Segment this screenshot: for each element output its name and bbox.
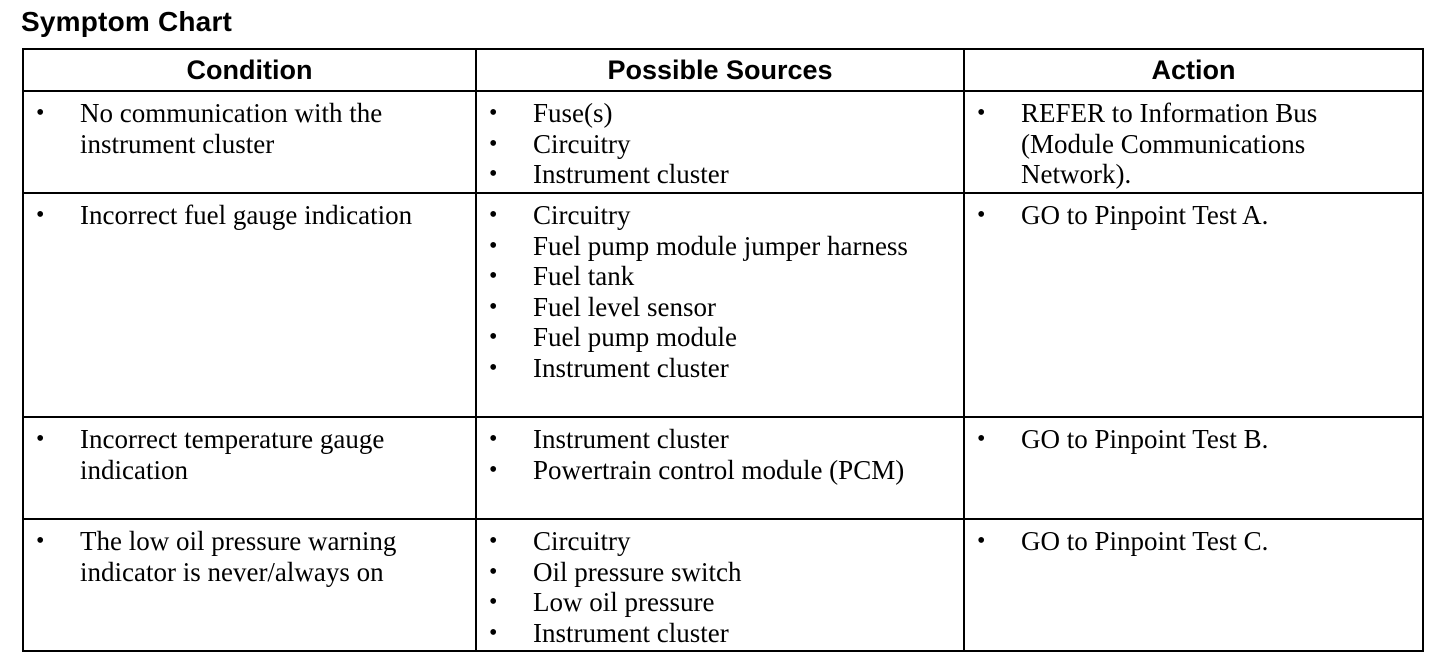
list-item bbox=[477, 618, 963, 649]
bullet-icon: • bbox=[489, 324, 498, 350]
bullet-icon: • bbox=[36, 202, 45, 228]
list-item bbox=[477, 129, 963, 160]
list-item bbox=[965, 526, 1422, 557]
list-item bbox=[477, 587, 963, 618]
condition-header: Condition bbox=[23, 49, 476, 91]
bullet-icon: • bbox=[489, 202, 498, 228]
list-item bbox=[477, 200, 963, 231]
list-item bbox=[24, 424, 475, 485]
action-header: Action bbox=[964, 49, 1423, 91]
list-item bbox=[477, 231, 963, 262]
sources-cell bbox=[476, 519, 964, 651]
bullet-icon: • bbox=[36, 528, 45, 554]
sources-cell-list bbox=[477, 194, 963, 385]
condition-cell bbox=[23, 91, 476, 193]
list-item-text: Circuitry bbox=[533, 526, 631, 556]
list-item bbox=[965, 200, 1422, 231]
list-item bbox=[477, 159, 963, 190]
action-cell-list bbox=[965, 194, 1422, 233]
list-item bbox=[477, 261, 963, 292]
list-item-text: Instrument cluster bbox=[533, 617, 729, 648]
list-item-text: No communication with the instrument cluster bbox=[80, 98, 383, 159]
condition-cell bbox=[23, 417, 476, 519]
action-cell-list bbox=[965, 520, 1422, 559]
bullet-icon: • bbox=[36, 426, 45, 452]
bullet-icon: • bbox=[977, 528, 986, 554]
condition-cell-list bbox=[24, 92, 475, 161]
bullet-icon: • bbox=[489, 161, 498, 187]
list-item-text: Oil pressure switch bbox=[533, 556, 742, 587]
list-item bbox=[477, 353, 963, 384]
possible-sources-header: Possible Sources bbox=[476, 49, 964, 91]
list-item bbox=[24, 200, 475, 231]
list-item-text: Incorrect temperature gauge indication bbox=[80, 424, 385, 485]
action-cell-list bbox=[965, 92, 1422, 192]
table-row bbox=[23, 417, 1423, 519]
action-cell bbox=[964, 519, 1423, 651]
list-item-text: GO to Pinpoint Test A. bbox=[1021, 200, 1269, 230]
list-item bbox=[477, 322, 963, 353]
list-item-text: Circuitry bbox=[533, 200, 631, 230]
list-item-text: REFER to Information Bus (Module Communications Network). bbox=[1021, 98, 1318, 189]
bullet-icon: • bbox=[489, 619, 498, 646]
action-cell bbox=[964, 91, 1423, 193]
list-item-text: GO to Pinpoint Test B. bbox=[1021, 424, 1269, 454]
bullet-icon: • bbox=[489, 130, 498, 157]
list-item-text: Fuel pump module jumper harness bbox=[533, 230, 908, 261]
list-item-text: Low oil pressure bbox=[533, 587, 715, 617]
condition-cell bbox=[23, 519, 476, 651]
list-item-text: Circuitry bbox=[533, 128, 631, 159]
list-item-text: Instrument cluster bbox=[533, 352, 729, 383]
condition-cell-list bbox=[24, 194, 475, 233]
table-row bbox=[23, 91, 1423, 193]
condition-cell-list bbox=[24, 520, 475, 589]
condition-cell bbox=[23, 193, 476, 417]
action-cell-list bbox=[965, 418, 1422, 457]
header-row bbox=[23, 49, 1423, 91]
list-item-text: Fuel pump module bbox=[533, 322, 737, 352]
list-item-text: Instrument cluster bbox=[533, 424, 729, 454]
bullet-icon: • bbox=[489, 232, 498, 259]
list-item-text: Fuel tank bbox=[533, 261, 635, 291]
list-item bbox=[24, 98, 475, 159]
bullet-icon: • bbox=[489, 293, 498, 320]
bullet-icon: • bbox=[489, 100, 498, 126]
list-item-text: The low oil pressure warning indicator is never/always on bbox=[80, 526, 397, 587]
list-item-text: Powertrain control module (PCM) bbox=[533, 454, 905, 485]
sources-cell-list bbox=[477, 92, 963, 192]
table-row bbox=[23, 193, 1423, 417]
list-item bbox=[965, 98, 1422, 190]
action-cell bbox=[964, 193, 1423, 417]
sources-cell bbox=[476, 417, 964, 519]
list-item-text: Instrument cluster bbox=[533, 159, 729, 189]
action-cell bbox=[964, 417, 1423, 519]
list-item bbox=[477, 424, 963, 455]
list-item bbox=[477, 526, 963, 557]
list-item bbox=[477, 98, 963, 129]
list-item-text: Fuse(s) bbox=[533, 98, 613, 128]
page-title: Symptom Chart bbox=[21, 6, 233, 37]
sources-cell bbox=[476, 193, 964, 417]
bullet-icon: • bbox=[489, 263, 498, 289]
list-item-text: Fuel level sensor bbox=[533, 291, 716, 322]
chart-body bbox=[23, 91, 1423, 651]
sources-cell bbox=[476, 91, 964, 193]
bullet-icon: • bbox=[489, 558, 498, 585]
symptom-chart-table bbox=[22, 48, 1424, 652]
sources-cell-list bbox=[477, 520, 963, 650]
list-item-text: GO to Pinpoint Test C. bbox=[1021, 526, 1269, 556]
bullet-icon: • bbox=[36, 100, 45, 126]
sources-cell-list bbox=[477, 418, 963, 487]
bullet-icon: • bbox=[489, 528, 498, 554]
bullet-icon: • bbox=[977, 100, 986, 126]
list-item bbox=[24, 526, 475, 587]
bullet-icon: • bbox=[489, 589, 498, 615]
condition-cell-list bbox=[24, 418, 475, 487]
bullet-icon: • bbox=[977, 426, 986, 452]
list-item-text: Incorrect fuel gauge indication bbox=[80, 200, 413, 230]
list-item bbox=[477, 292, 963, 323]
list-item bbox=[477, 557, 963, 588]
list-item bbox=[965, 424, 1422, 455]
table-row bbox=[23, 519, 1423, 651]
bullet-icon: • bbox=[977, 202, 986, 228]
bullet-icon: • bbox=[489, 354, 498, 381]
bullet-icon: • bbox=[489, 426, 498, 452]
bullet-icon: • bbox=[489, 456, 498, 483]
list-item bbox=[477, 455, 963, 486]
